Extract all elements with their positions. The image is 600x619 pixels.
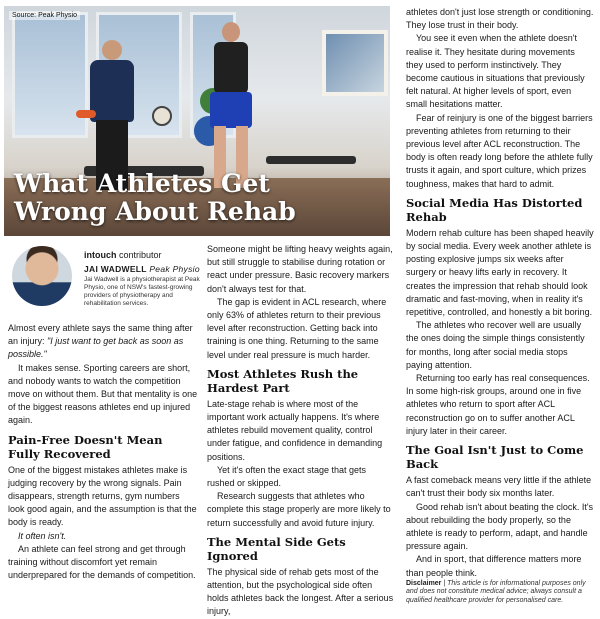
body-paragraph: You see it even when the athlete doesn't realise it. They hesitate during movements they used to perform instinctively. They become cautious in situations that previously felt natural. At higher levels of sport, even small hesitations matter. bbox=[406, 33, 585, 110]
column-1 bbox=[8, 322, 198, 582]
brand-name: intouch bbox=[84, 250, 117, 260]
body-paragraph: The gap is evident in ACL research, where only 63% of athletes return to their previous level after reconstruction. Getting back into training is one thing. Returning to the same level under real pressure is much harder. bbox=[207, 296, 387, 360]
column-3 bbox=[406, 6, 594, 605]
author-name: JAI WADWELL bbox=[84, 264, 147, 274]
author-box bbox=[12, 244, 202, 314]
body-paragraph: And in sport, that difference matters more than people think. bbox=[406, 554, 582, 578]
body-paragraph: An athlete can feel strong and get through training without discomfort yet remain underprepared for the demands of competition. bbox=[8, 543, 196, 581]
title-line: What Athletes Get bbox=[14, 169, 270, 198]
gym-bench bbox=[266, 156, 356, 164]
athlete-top bbox=[214, 42, 248, 94]
body-paragraph-italic bbox=[8, 530, 198, 543]
article-title bbox=[14, 170, 296, 226]
column-2 bbox=[207, 243, 395, 619]
section-heading: The Mental Side Gets Ignored bbox=[207, 534, 346, 563]
body-paragraph: Research suggests that athletes who complete this stage properly are more likely to return successfully and avoid future injury. bbox=[207, 491, 391, 528]
disclaimer-text: | This article is for informational purposes only and does not constitute medical advice; always consult a qualified healthcare provider for personalised care. bbox=[406, 579, 586, 604]
body-paragraph: Yet it's often the exact stage that gets rushed or skipped. bbox=[207, 464, 366, 489]
author-org: Peak Physio bbox=[149, 264, 200, 274]
intro-paragraph bbox=[8, 322, 198, 362]
image-credit: Source: Peak Physio bbox=[9, 11, 80, 20]
body-paragraph: The athletes who recover well are usually the ones doing the simple things consistently for months, long after social media stops paying attention. bbox=[406, 320, 585, 370]
title-line: Wrong About Rehab bbox=[14, 197, 296, 226]
section-heading: Social Media Has Distorted Rehab bbox=[406, 195, 583, 224]
section-heading: Most Athletes Rush the Hardest Part bbox=[207, 366, 359, 395]
disclaimer bbox=[406, 580, 594, 606]
body-paragraph: Late-stage rehab is where most of the important work actually happens. It's where athletes rebuild movement quality, control under fatigue, and confidence in demanding positions. bbox=[207, 398, 383, 462]
body-paragraph: athletes don't just lose strength or conditioning. They lose trust in their body. bbox=[406, 7, 594, 31]
intro-quote: "I just want to get back as soon as possible." bbox=[8, 336, 184, 360]
athlete-shorts bbox=[210, 92, 252, 128]
body-paragraph: Modern rehab culture has been shaped heavily by social media. Every week another athlete is posting explosive jumps six weeks after surgery or heavy lifts early in recovery. It creates the impression that rehab should look dramatic and fast-moving, when in reality it's repetitive, controlled, and honestly a bit boring. bbox=[406, 227, 594, 318]
body-paragraph: It makes sense. Sporting careers are short, and nobody wants to watch the competition move on without them. But that mentality is one of the biggest reasons athletes end up injured again. bbox=[8, 362, 198, 426]
wall-art bbox=[322, 30, 388, 96]
window-decor bbox=[12, 12, 88, 138]
physio-shirt bbox=[90, 60, 134, 122]
body-paragraph: The physical side of rehab gets most of the attention, but the psychological side often holds athletes back the longest. After a serious injury, bbox=[207, 566, 394, 617]
disclaimer-label: Disclaimer bbox=[406, 579, 442, 587]
physio-head bbox=[102, 40, 122, 60]
marker-cone bbox=[76, 110, 96, 118]
body-paragraph: Someone might be lifting heavy weights again, but still struggle to stabilise during rotation or react under pressure. Basic recovery markers don't always test for that. bbox=[207, 244, 393, 294]
section-heading: The Goal Isn't Just to Come Back bbox=[406, 443, 584, 472]
author-bio: Jai Wadwell is a physiotherapist at Peak Physio, one of NSW's fastest-growing providers of physiotherapy and rehabilitation services. bbox=[84, 276, 200, 307]
contributor-label bbox=[84, 250, 162, 260]
body-paragraph: One of the biggest mistakes athletes make is judging recovery by the wrong signals. Pain disappears, strength returns, gym numbers look good again, and the assumption is that the body is ready. bbox=[8, 464, 197, 528]
emphasis-text: It often isn't. bbox=[18, 530, 67, 541]
body-paragraph: Returning too early has real consequences. In some high-risk groups, around one in five athletes who return to sport after ACL reconstruction go on to suffer another ACL injury later in their career. bbox=[406, 373, 590, 436]
body-paragraph: Fear of reinjury is one of the biggest barriers preventing athletes from returning to their previous level after ACL reconstruction. The body is often ready long before the athlete fully trusts it again, and sport culture, which prizes toughness, makes that hard to admit. bbox=[406, 112, 593, 189]
stopwatch-icon bbox=[152, 106, 172, 126]
contributor-role: contributor bbox=[119, 250, 162, 260]
athlete-head bbox=[222, 22, 240, 42]
author-name-line bbox=[84, 264, 200, 274]
body-paragraph: Good rehab isn't about beating the clock. It's about rebuilding the body properly, so the athlete is ready to perform, adapt, and handle pressure again. bbox=[406, 501, 594, 552]
intro-text: Almost every athlete says the same thing after an injury: bbox=[8, 323, 193, 347]
author-avatar bbox=[12, 246, 72, 306]
hero-image bbox=[4, 6, 390, 236]
body-paragraph: A fast comeback means very little if the athlete can't trust their body six months later. bbox=[406, 475, 592, 499]
section-heading: Pain-Free Doesn't Mean Fully Recovered bbox=[8, 432, 163, 461]
